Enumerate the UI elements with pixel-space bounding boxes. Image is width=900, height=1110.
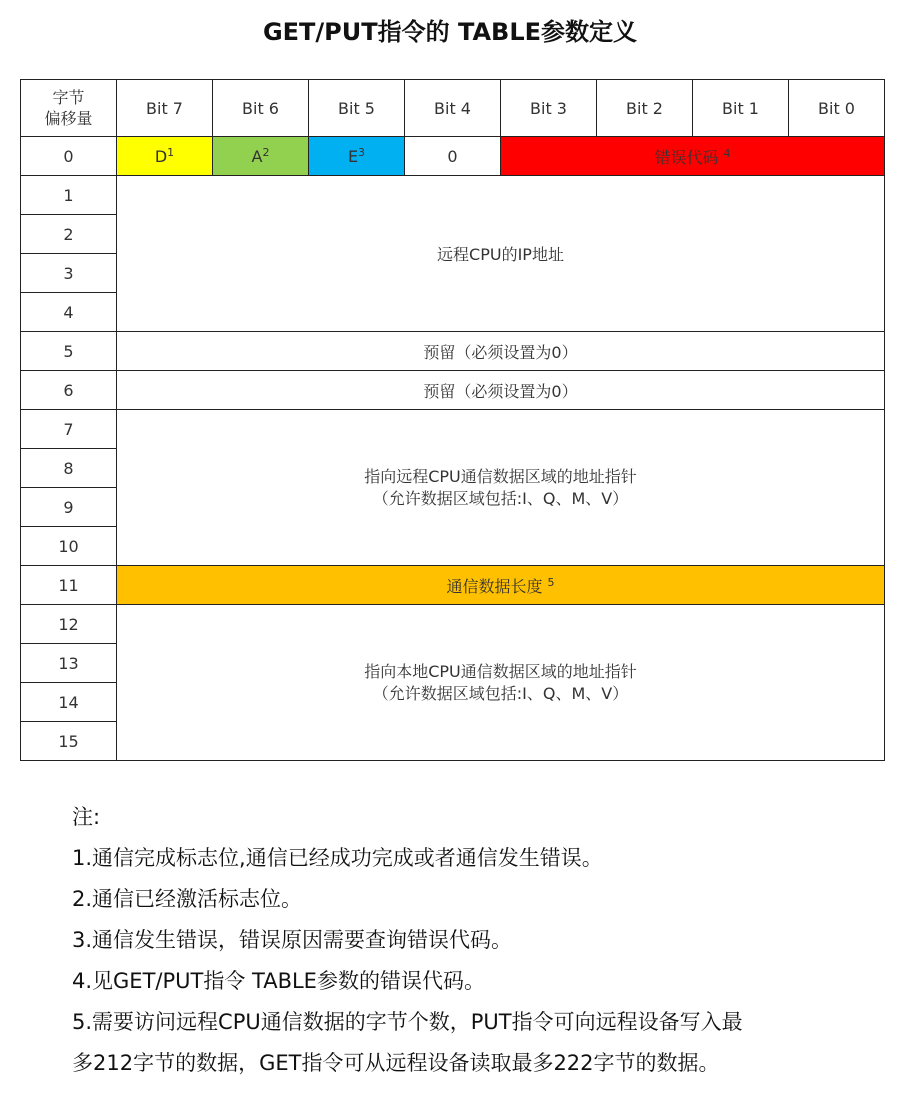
done-flag-label: D	[154, 146, 168, 166]
offset-cell: 0	[21, 137, 117, 176]
note-item: 1.通信完成标志位,通信已经成功完成或者通信发生错误。	[72, 846, 603, 870]
offset-cell: 14	[21, 683, 117, 722]
bit-header: Bit 7	[117, 80, 213, 137]
data-length-cell	[117, 566, 885, 605]
table-parameter-grid	[20, 79, 885, 761]
reserved-cell: 预留（必须设置为0）	[117, 332, 885, 371]
bit-header: Bit 4	[405, 80, 501, 137]
footnote-ref: 5	[547, 575, 555, 589]
bit-header: Bit 0	[789, 80, 885, 137]
bit-header: Bit 5	[309, 80, 405, 137]
note-item: 2.通信已经激活标志位。	[72, 887, 303, 911]
offset-cell: 11	[21, 566, 117, 605]
header-row	[21, 80, 885, 137]
bit-header: Bit 3	[501, 80, 597, 137]
table-row	[21, 332, 885, 371]
active-flag-cell	[213, 137, 309, 176]
offset-cell: 13	[21, 644, 117, 683]
offset-cell: 3	[21, 254, 117, 293]
note-item: 多212字节的数据，GET指令可从远程设备读取最多222字节的数据。	[72, 1051, 720, 1075]
table-row	[21, 371, 885, 410]
remote-pointer-line2: （允许数据区域包括:I、Q、M、V）	[372, 488, 629, 508]
offset-cell: 5	[21, 332, 117, 371]
bit-header: Bit 1	[693, 80, 789, 137]
offset-header-line1: 字节	[52, 88, 85, 107]
error-code-label: 错误代码	[654, 147, 719, 167]
bit-header: Bit 6	[213, 80, 309, 137]
footnote-ref: 3	[358, 145, 366, 159]
offset-header-line2: 偏移量	[44, 109, 93, 128]
remote-pointer-cell	[117, 410, 885, 566]
table-row	[21, 137, 885, 176]
bit-header: Bit 2	[597, 80, 693, 137]
reserved-cell: 预留（必须设置为0）	[117, 371, 885, 410]
error-flag-label: E	[347, 146, 359, 166]
note-item: 5.需要访问远程CPU通信数据的字节个数，PUT指令可向远程设备写入最	[72, 1010, 743, 1034]
offset-cell: 2	[21, 215, 117, 254]
offset-cell: 12	[21, 605, 117, 644]
offset-cell: 9	[21, 488, 117, 527]
notes-heading: 注:	[72, 805, 101, 829]
offset-cell: 7	[21, 410, 117, 449]
error-flag-cell	[309, 137, 405, 176]
offset-cell: 1	[21, 176, 117, 215]
table-row	[21, 410, 885, 449]
done-flag-cell	[117, 137, 213, 176]
table-row	[21, 605, 885, 644]
footnote-ref: 2	[262, 145, 270, 159]
notes-section	[72, 797, 872, 1084]
active-flag-label: A	[251, 146, 263, 166]
offset-cell: 10	[21, 527, 117, 566]
bit4-cell: 0	[405, 137, 501, 176]
footnote-ref: 1	[167, 145, 175, 159]
table-row	[21, 566, 885, 605]
offset-header	[21, 80, 117, 137]
local-pointer-line1: 指向本地CPU通信数据区域的地址指针	[364, 661, 637, 681]
offset-cell: 6	[21, 371, 117, 410]
offset-cell: 4	[21, 293, 117, 332]
note-item: 4.见GET/PUT指令 TABLE参数的错误代码。	[72, 969, 485, 993]
footnote-ref: 4	[723, 146, 731, 160]
note-item: 3.通信发生错误，错误原因需要查询错误代码。	[72, 928, 513, 952]
local-pointer-line2: （允许数据区域包括:I、Q、M、V）	[372, 683, 629, 703]
table-row	[21, 176, 885, 215]
offset-cell: 8	[21, 449, 117, 488]
local-pointer-cell	[117, 605, 885, 761]
offset-cell: 15	[21, 722, 117, 761]
data-length-label: 通信数据长度	[446, 576, 543, 596]
error-code-cell	[501, 137, 885, 176]
remote-ip-cell: 远程CPU的IP地址	[117, 176, 885, 332]
page-title: GET/PUT指令的 TABLE参数定义	[262, 18, 638, 46]
remote-pointer-line1: 指向远程CPU通信数据区域的地址指针	[364, 466, 637, 486]
